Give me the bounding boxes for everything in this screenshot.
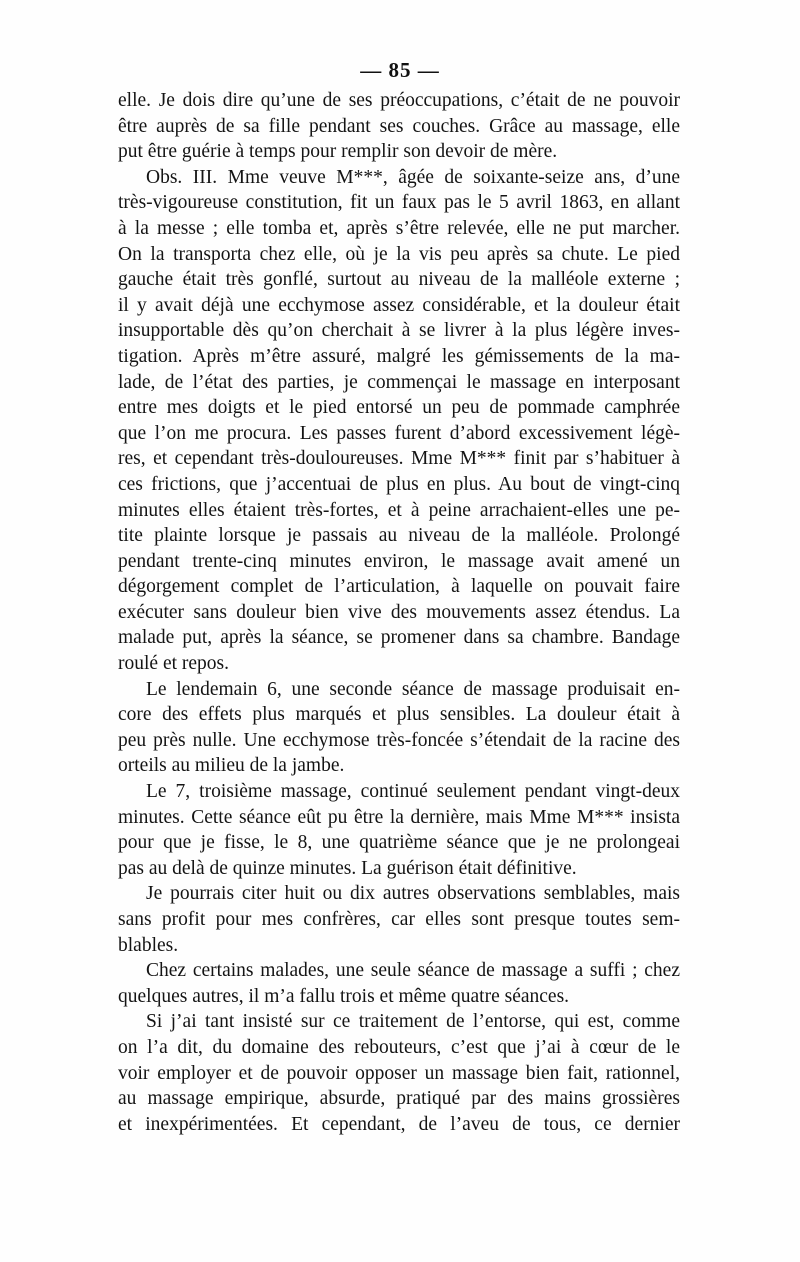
text-line: roulé et repos. [118,653,230,675]
text-line: exécuter sans douleur bien vive des mouvements assez étendus. La [118,601,680,623]
text-line: On la transporta chez elle, où je la vis peu après sa chute. Le pied [118,243,680,265]
text-line: Le lendemain 6, une seconde séance de massage produisait en- [146,678,680,700]
text-line: que l’on me procura. Les passes furent d’abord excessivement légè- [118,422,680,444]
text-line: pendant trente-cinq minutes environ, le massage avait amené un [118,550,680,572]
text-line: res, et cependant très-douloureuses. Mme M*** finit par s’habituer à [118,448,680,470]
page-number: — 85 — [360,58,440,82]
text-line: put être guérie à temps pour remplir son devoir de mère. [118,141,558,163]
text-line: voir employer et de pouvoir opposer un massage bien fait, rationnel, [118,1062,680,1084]
text-line: sans profit pour mes confrères, car elles sont presque toutes sem- [118,909,680,930]
text-line: quelques autres, il m’a fallu trois et même quatre séances. [118,985,570,1007]
text-line: à la messe ; elle tomba et, après s’être relevée, elle ne put marcher. [118,217,680,239]
text-line: être auprès de sa fille pendant ses couches. Grâce au massage, elle [118,115,680,137]
text-line: dégorgement complet de l’articulation, à laquelle on pouvait faire [118,576,680,598]
text-line: Le 7, troisième massage, continué seulement pendant vingt-deux [146,781,680,803]
text-line: pour que je fisse, le 8, une quatrième séance que je ne prolongeai [118,832,680,854]
text-line: tite plainte lorsque je passais au niveau de la malléole. Prolongé [118,525,680,547]
text-line: très-vigoureuse constitution, fit un faux pas le 5 avril 1863, en allant [118,192,680,214]
text-line: ces frictions, que j’accentuai de plus en plus. Au bout de vingt-cinq [118,473,680,495]
text-line: insupportable dès qu’on cherchait à se livrer à la plus légère inves- [118,320,680,342]
text-line: et inexpérimentées. Et cependant, de l’aveu de tous, ce dernier [118,1113,680,1135]
text-line: il y avait déjà une ecchymose assez considérable, et la douleur était [118,294,680,316]
text-line: malade put, après la séance, se promener dans sa chambre. Bandage [118,627,680,649]
text-line: peu près nulle. Une ecchymose très-foncée s’étendait de la racine des [118,729,680,751]
text-line: pas au delà de quinze minutes. La guérison était définitive. [118,857,577,879]
text-line: Chez certains malades, une seule séance de massage a suffi ; chez [146,960,680,982]
text-line: minutes elles étaient très-fortes, et à peine arrachaient-elles une pe- [118,499,680,521]
text-line: lade, de l’état des parties, je commençai le massage en interposant [118,371,680,393]
text-line: minutes. Cette séance eût pu être la dernière, mais Mme M*** insista [118,806,680,828]
text-line: tigation. Après m’être assuré, malgré les gémissements de la ma- [118,345,680,367]
text-line: orteils au milieu de la jambe. [118,755,345,777]
text-line: core des effets plus marqués et plus sensibles. La douleur était à [118,704,680,726]
text-line: Si j’ai tant insisté sur ce traitement de l’entorse, qui est, comme [146,1011,680,1033]
text-line: au massage empirique, absurde, pratiqué par des mains grossières [118,1088,680,1110]
text-line: entre mes doigts et le pied entorsé un peu de pommade camphrée [118,397,680,419]
text-line: elle. Je dois dire qu’une de ses préoccupations, c’était de ne pouvoir [118,90,680,111]
text-line: Obs. III. Mme veuve M***, âgée de soixante-seize ans, d’une [146,166,680,188]
body-text [118,88,680,1137]
text-line: blables. [118,934,179,956]
text-line: gauche était très gonflé, surtout au niveau de la malléole externe ; [118,269,680,291]
text-line: Je pourrais citer huit ou dix autres observations semblables, mais [146,883,680,905]
text-line: on l’a dit, du domaine des rebouteurs, c’est que j’ai à cœur de le [118,1036,680,1058]
